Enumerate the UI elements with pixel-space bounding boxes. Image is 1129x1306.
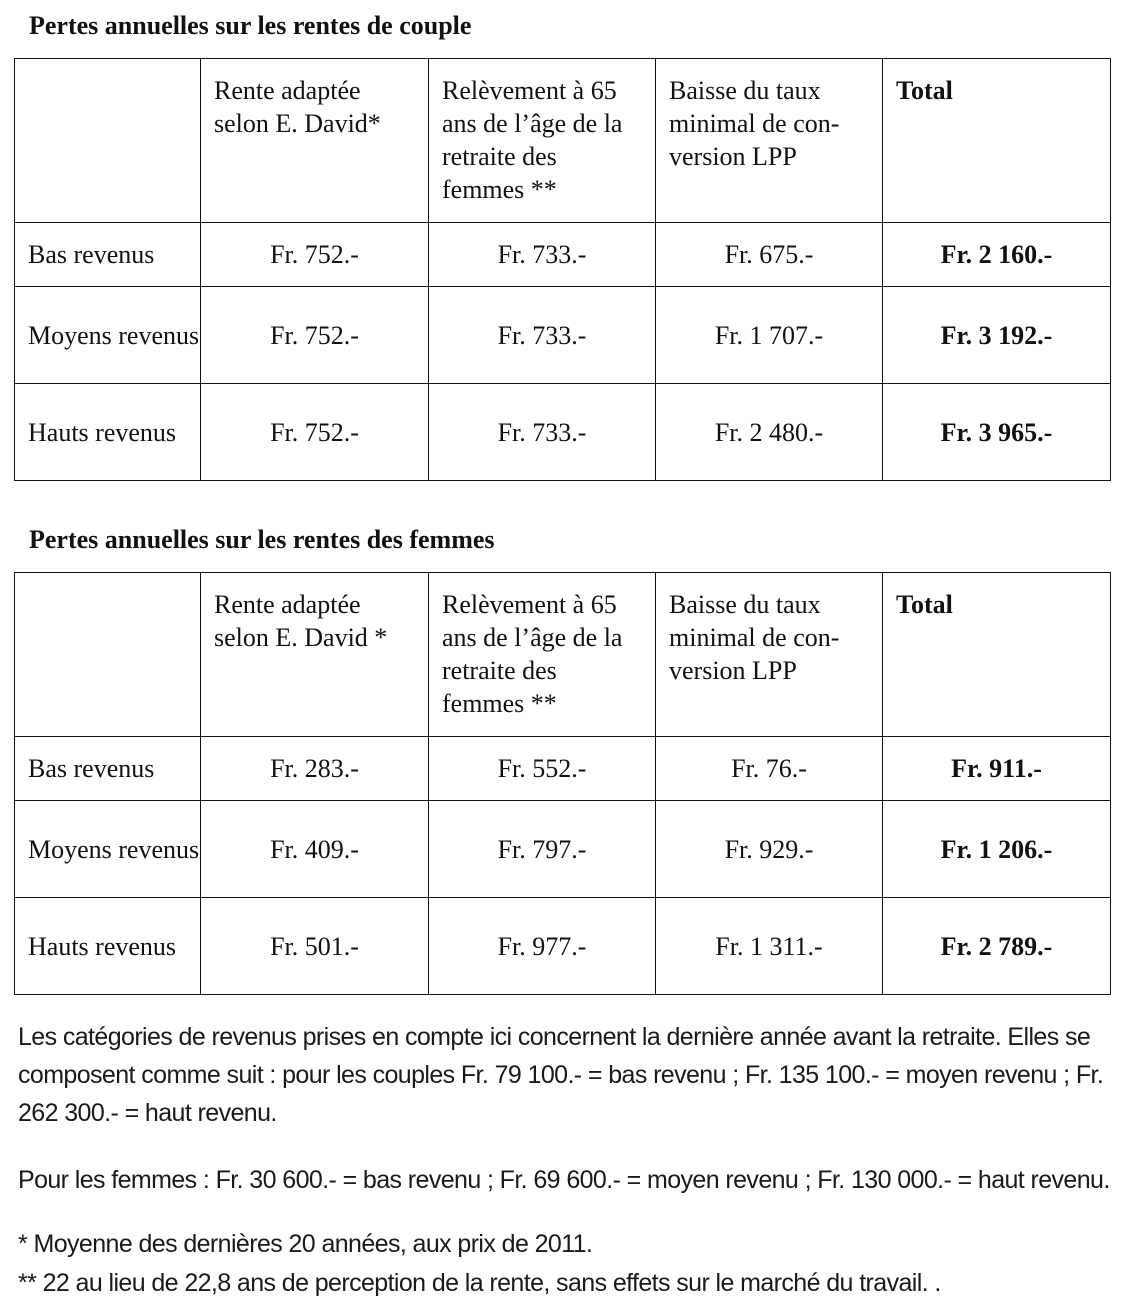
column-header: Baisse du taux minimal de con-version LPP <box>656 573 883 737</box>
total-cell: Fr. 3 192.- <box>883 287 1111 384</box>
table-cell: Fr. 501.- <box>201 898 429 995</box>
couple-table-title: Pertes annuelles sur les rentes de couple <box>29 11 472 40</box>
column-header: Relèvement à 65 ans de l’âge de la retraite des femmes ** <box>429 59 656 223</box>
table-cell: Fr. 929.- <box>656 801 883 898</box>
row-label: Moyens revenus <box>15 287 201 384</box>
total-cell: Fr. 911.- <box>883 737 1111 801</box>
table-row <box>15 737 1111 801</box>
column-header: Baisse du taux minimal de con-version LPP <box>656 59 883 223</box>
income-categories-note: Les catégories de revenus prises en compte ici concernent la dernière année avant la retraite. Elles se composent comme suit : pour les couples Fr. 79 100.- = bas revenu ; Fr. 135 100.- = moyen revenu ; Fr. 262 300.- = haut revenu. <box>18 1023 1104 1127</box>
table-cell: Fr. 76.- <box>656 737 883 801</box>
table-row <box>15 801 1111 898</box>
column-header: Rente adaptée selon E. David * <box>201 573 429 737</box>
couple-table <box>14 58 1111 481</box>
table-cell: Fr. 675.- <box>656 223 883 287</box>
footnote-single-asterisk: * Moyenne des dernières 20 années, aux prix de 2011. <box>18 1230 593 1258</box>
table-cell: Fr. 733.- <box>429 287 656 384</box>
column-header: Rente adaptée selon E. David* <box>201 59 429 223</box>
table-header-row <box>15 59 1111 223</box>
femmes-table <box>14 572 1111 995</box>
table-cell: Fr. 2 480.- <box>656 384 883 481</box>
column-header <box>15 59 201 223</box>
total-cell: Fr. 3 965.- <box>883 384 1111 481</box>
table-cell: Fr. 409.- <box>201 801 429 898</box>
table-cell: Fr. 733.- <box>429 384 656 481</box>
table-cell: Fr. 1 311.- <box>656 898 883 995</box>
total-cell: Fr. 1 206.- <box>883 801 1111 898</box>
table-row <box>15 287 1111 384</box>
women-income-note: Pour les femmes : Fr. 30 600.- = bas revenu ; Fr. 69 600.- = moyen revenu ; Fr. 130 000.- = haut revenu. <box>18 1166 1110 1194</box>
table-cell: Fr. 752.- <box>201 223 429 287</box>
table-cell: Fr. 977.- <box>429 898 656 995</box>
row-label: Bas revenus <box>15 737 201 801</box>
table-cell: Fr. 733.- <box>429 223 656 287</box>
total-cell: Fr. 2 789.- <box>883 898 1111 995</box>
table-cell: Fr. 283.- <box>201 737 429 801</box>
table-cell: Fr. 552.- <box>429 737 656 801</box>
table-row <box>15 384 1111 481</box>
total-cell: Fr. 2 160.- <box>883 223 1111 287</box>
table-cell: Fr. 752.- <box>201 384 429 481</box>
row-label: Bas revenus <box>15 223 201 287</box>
table-row <box>15 898 1111 995</box>
column-header-total: Total <box>883 573 1111 737</box>
footnote-double-asterisk: ** 22 au lieu de 22,8 ans de perception de la rente, sans effets sur le marché du travail. . <box>18 1269 941 1297</box>
table-cell: Fr. 797.- <box>429 801 656 898</box>
column-header-total: Total <box>883 59 1111 223</box>
table-cell: Fr. 752.- <box>201 287 429 384</box>
row-label: Hauts revenus <box>15 898 201 995</box>
femmes-table-title: Pertes annuelles sur les rentes des femmes <box>29 525 495 554</box>
table-row <box>15 223 1111 287</box>
row-label: Moyens revenus <box>15 801 201 898</box>
table-cell: Fr. 1 707.- <box>656 287 883 384</box>
table-header-row <box>15 573 1111 737</box>
column-header <box>15 573 201 737</box>
column-header: Relèvement à 65 ans de l’âge de la retraite des femmes ** <box>429 573 656 737</box>
row-label: Hauts revenus <box>15 384 201 481</box>
